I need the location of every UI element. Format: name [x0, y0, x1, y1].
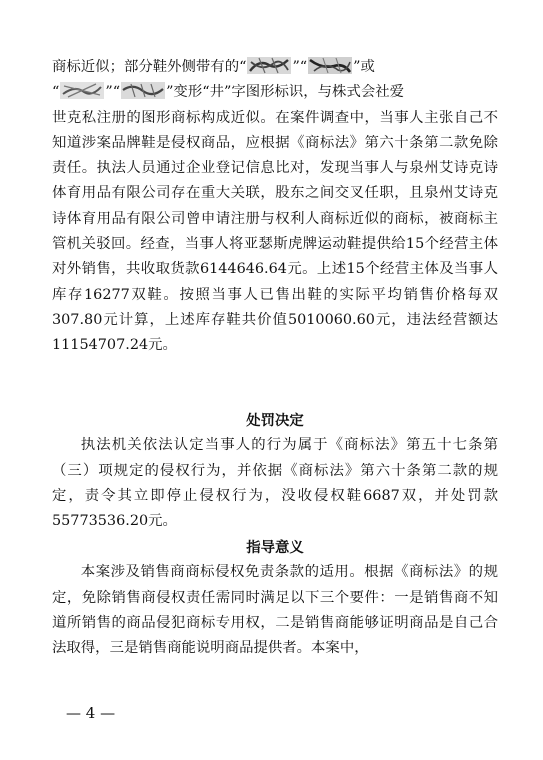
penalty-heading: 处罚决定	[246, 412, 304, 429]
facts-line2-text-b: ”“	[105, 84, 121, 101]
penalty-section	[52, 408, 498, 534]
trademark-image-4	[121, 82, 165, 99]
facts-line1-text-a: 商标近似；部分鞋外侧带有的“	[52, 59, 247, 75]
page-number: — 4 —	[66, 704, 116, 722]
facts-line2-text-c: ”变形“井”字图形标识，与株式会社爱	[166, 84, 405, 101]
trademark-image-2	[308, 57, 352, 74]
guidance-heading: 指导意义	[246, 539, 304, 556]
facts-line2-text-a: “	[52, 84, 60, 101]
facts-line1-text-b: ”“	[292, 59, 308, 75]
guidance-section	[52, 535, 498, 661]
facts-paragraph	[52, 55, 498, 359]
guidance-paragraph: 本案涉及销售商商标侵权免责条款的适用。根据《商标法》的规定，免除销售商侵权责任需同时满足以下三个要件：一是销售商不知道所销售的商品侵犯商标专用权，二是销售商能够证明商品是自己合法取得，三是销售商能说明商品提供者。本案中，	[52, 564, 498, 657]
trademark-image-1	[247, 57, 291, 74]
facts-line1-text-c: ”或	[353, 59, 375, 75]
penalty-paragraph: 执法机关依法认定当事人的行为属于《商标法》第五十七条第（三）项规定的侵权行为，并依据《商标法》第六十条第二款的规定，责令其立即停止侵权行为，没收侵权鞋6687双，并处罚款55773536.20元。	[52, 437, 498, 530]
facts-body-text: 世克私注册的图形商标构成近似。在案件调查中，当事人主张自己不知道涉案品牌鞋是侵权商品，应根据《商标法》第六十条第二款免除责任。执法人员通过企业登记信息比对，发现当事人与泉州艾诗克诗体育用品有限公司存在重大关联，股东之间交叉任职，且泉州艾诗克诗体育用品有限公司曾申请注册与权利人商标近似的商标，被商标主管机关驳回。经查，当事人将亚瑟斯虎牌运动鞋提供给15个经营主体对外销售，共收取货款6144646.64元。上述15个经营主体及当事人库存16277双鞋。按照当事人已售出鞋的实际平均销售价格每双307.80元计算，上述库存鞋共价值5010060.60元，违法经营额达11154707.24元。	[52, 109, 498, 354]
trademark-image-3	[60, 82, 104, 99]
facts-section	[52, 55, 498, 359]
